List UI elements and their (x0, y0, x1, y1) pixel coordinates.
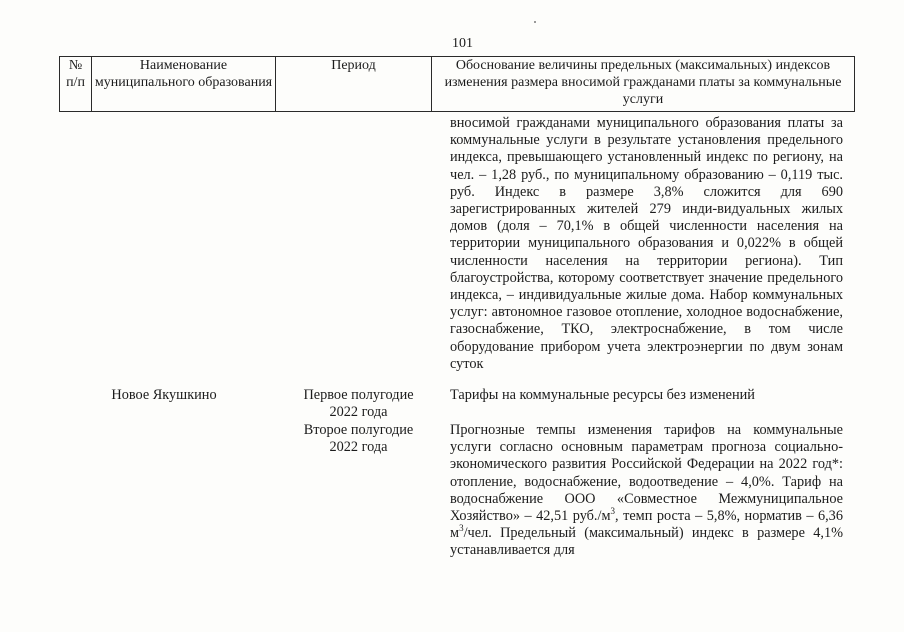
header-col-name: Наименование муниципального образования (92, 57, 276, 112)
header-col-period: Период (276, 57, 432, 112)
row-1-justification: вносимой гражданами муниципального образования платы за коммунальные услуги в результате установления предельного индекса, превышающего установленный индекс по региону, на чел. – 1,28 руб., по муниципальному образованию – 0,119 тыс. руб. Индекс в размере 3,8% сложится для 690 зарегистрированных жителей 279 инди-видуальных жилых домов (доля – 70,1% в общей численности населения на территории муниципального образования и 0,022% в общей численности населения на территории региона). Тип благоустройства, которому соответствует значение предельного индекса, – индивидуальные жилые дома. Набор коммунальных услуг: автономное газовое отопление, холодное водоснабжение, газоснабжение, ТКО, электроснабжение, в том числе оборудование прибором учета электроэнергии по двум зонам суток (450, 115, 843, 372)
row-2-municipality-name: Новое Якушкино (111, 387, 217, 403)
header-col-number: № п/п (60, 57, 92, 112)
row-2-period: Первое полугодие 2022 года (303, 387, 414, 421)
row-2-justification: Тарифы на коммунальные ресурсы без изменений (450, 387, 755, 403)
page-number: 101 (452, 36, 473, 51)
row-3-justification: Прогнозные темпы изменения тарифов на коммунальные услуги согласно основным параметрам прогноза социально-экономического развития Российской Федерации на 2022 год*: отопление, водоснабжение, водоотведение – 4,0%. Тариф на водоснабжение ООО «Совместное Межмуниципальное Хозяйство» – 42,51 $руб./м^3$, темп роста – 5,8%, норматив – 6,36 $м^3$/чел. Предельный (максимальный) индекс в размере 4,1% устанавливается для (450, 422, 843, 559)
header-col-justification: Обоснование величины предельных (максимальных) индексов изменения размера вносимой гражданами платы за коммунальные услуги (432, 57, 855, 112)
row-3-period: Второе полугодие 2022 года (303, 422, 414, 456)
table-header (59, 56, 855, 112)
scan-speck (534, 21, 536, 23)
